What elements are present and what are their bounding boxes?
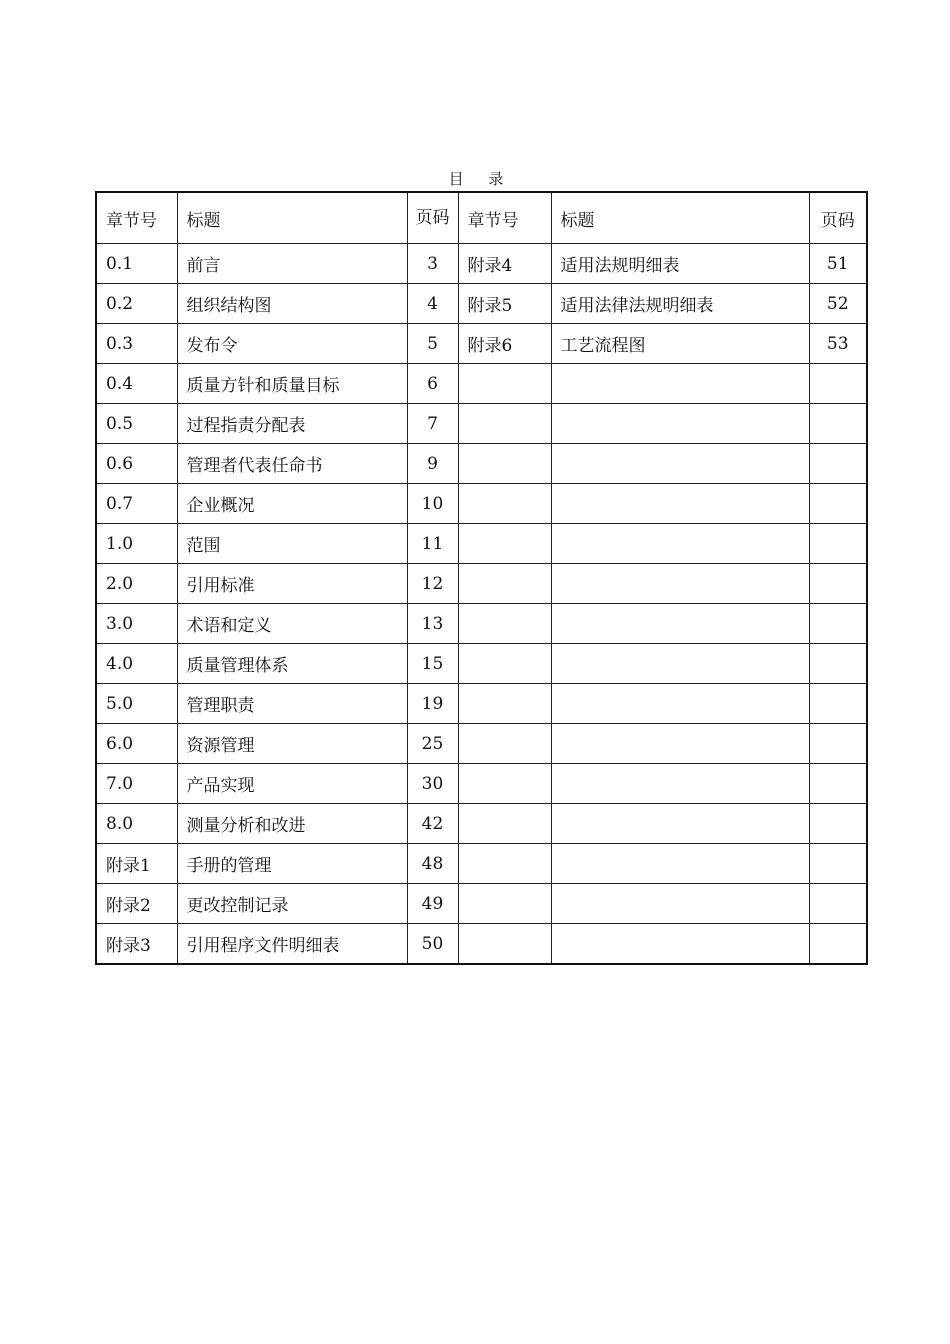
right-chapter-cell [458, 844, 551, 884]
left-title-cell: 质量管理体系 [177, 644, 407, 684]
left-chapter-cell: 附录2 [96, 884, 177, 924]
left-chapter-cell: 0.7 [96, 484, 177, 524]
right-page-cell [809, 804, 867, 844]
toc-header-row [96, 192, 867, 244]
table-row [96, 444, 867, 484]
right-chapter-cell [458, 484, 551, 524]
left-chapter-cell: 5.0 [96, 684, 177, 724]
right-title-cell [551, 604, 809, 644]
right-page-cell [809, 604, 867, 644]
header-heading-right: 标题 [551, 192, 809, 244]
table-row [96, 764, 867, 804]
left-page-cell: 19 [407, 684, 458, 724]
right-title-cell [551, 884, 809, 924]
table-row [96, 924, 867, 965]
header-heading: 标题 [177, 192, 407, 244]
left-page-cell: 13 [407, 604, 458, 644]
right-title-cell [551, 524, 809, 564]
left-chapter-cell: 0.1 [96, 244, 177, 284]
right-chapter-cell: 附录5 [458, 284, 551, 324]
right-page-cell [809, 924, 867, 965]
left-chapter-cell: 1.0 [96, 524, 177, 564]
left-page-cell: 11 [407, 524, 458, 564]
table-row [96, 404, 867, 444]
right-page-cell: 52 [809, 284, 867, 324]
left-page-cell: 15 [407, 644, 458, 684]
left-title-cell: 范围 [177, 524, 407, 564]
table-row [96, 484, 867, 524]
left-title-cell: 企业概况 [177, 484, 407, 524]
toc-table [95, 191, 868, 965]
right-title-cell [551, 804, 809, 844]
left-chapter-cell: 附录1 [96, 844, 177, 884]
right-page-cell [809, 684, 867, 724]
left-title-cell: 管理职责 [177, 684, 407, 724]
left-title-cell: 测量分析和改进 [177, 804, 407, 844]
left-title-cell: 前言 [177, 244, 407, 284]
right-page-cell [809, 484, 867, 524]
table-row [96, 884, 867, 924]
left-title-cell: 引用标准 [177, 564, 407, 604]
left-title-cell: 资源管理 [177, 724, 407, 764]
right-title-cell [551, 364, 809, 404]
left-page-cell: 50 [407, 924, 458, 965]
right-title-cell [551, 724, 809, 764]
left-page-cell: 6 [407, 364, 458, 404]
header-page-right: 页码 [809, 192, 867, 244]
right-chapter-cell [458, 764, 551, 804]
left-title-cell: 更改控制记录 [177, 884, 407, 924]
right-page-cell: 51 [809, 244, 867, 284]
header-page-left: 页码 [407, 192, 458, 244]
right-chapter-cell [458, 364, 551, 404]
left-title-cell: 术语和定义 [177, 604, 407, 644]
table-row [96, 564, 867, 604]
right-title-cell [551, 484, 809, 524]
table-row [96, 684, 867, 724]
left-chapter-cell: 2.0 [96, 564, 177, 604]
toc-body [96, 244, 867, 965]
left-title-cell: 管理者代表任命书 [177, 444, 407, 484]
toc-title: 目 录 [448, 170, 514, 188]
left-page-cell: 30 [407, 764, 458, 804]
right-chapter-cell [458, 644, 551, 684]
table-row [96, 644, 867, 684]
right-title-cell [551, 564, 809, 604]
right-chapter-cell [458, 444, 551, 484]
left-page-cell: 12 [407, 564, 458, 604]
right-title-cell [551, 684, 809, 724]
table-row [96, 244, 867, 284]
table-row [96, 604, 867, 644]
right-page-cell [809, 364, 867, 404]
right-chapter-cell [458, 524, 551, 564]
left-page-cell: 4 [407, 284, 458, 324]
left-chapter-cell: 8.0 [96, 804, 177, 844]
left-page-cell: 9 [407, 444, 458, 484]
right-page-cell [809, 844, 867, 884]
right-page-cell: 53 [809, 324, 867, 364]
left-title-cell: 产品实现 [177, 764, 407, 804]
right-title-cell [551, 844, 809, 884]
left-page-cell: 48 [407, 844, 458, 884]
header-chapter: 章节号 [96, 192, 177, 244]
table-row [96, 724, 867, 764]
right-chapter-cell [458, 724, 551, 764]
left-chapter-cell: 6.0 [96, 724, 177, 764]
left-page-cell: 42 [407, 804, 458, 844]
left-title-cell: 过程指责分配表 [177, 404, 407, 444]
right-chapter-cell: 附录4 [458, 244, 551, 284]
left-page-cell: 25 [407, 724, 458, 764]
right-chapter-cell [458, 604, 551, 644]
left-chapter-cell: 7.0 [96, 764, 177, 804]
right-title-cell: 适用法律法规明细表 [551, 284, 809, 324]
left-page-cell: 3 [407, 244, 458, 284]
right-page-cell [809, 404, 867, 444]
left-title-cell: 质量方针和质量目标 [177, 364, 407, 404]
left-chapter-cell: 0.5 [96, 404, 177, 444]
right-title-cell [551, 764, 809, 804]
table-row [96, 324, 867, 364]
right-title-cell: 工艺流程图 [551, 324, 809, 364]
right-chapter-cell [458, 924, 551, 965]
left-chapter-cell: 0.6 [96, 444, 177, 484]
table-row [96, 284, 867, 324]
right-title-cell [551, 404, 809, 444]
left-title-cell: 引用程序文件明细表 [177, 924, 407, 965]
right-page-cell [809, 564, 867, 604]
right-page-cell [809, 884, 867, 924]
left-title-cell: 组织结构图 [177, 284, 407, 324]
right-chapter-cell: 附录6 [458, 324, 551, 364]
left-chapter-cell: 0.4 [96, 364, 177, 404]
right-title-cell [551, 924, 809, 965]
right-page-cell [809, 724, 867, 764]
right-chapter-cell [458, 684, 551, 724]
header-chapter-right: 章节号 [458, 192, 551, 244]
left-title-cell: 手册的管理 [177, 844, 407, 884]
right-title-cell [551, 444, 809, 484]
left-page-cell: 49 [407, 884, 458, 924]
left-chapter-cell: 0.3 [96, 324, 177, 364]
right-chapter-cell [458, 564, 551, 604]
right-page-cell [809, 444, 867, 484]
right-page-cell [809, 644, 867, 684]
table-row [96, 364, 867, 404]
left-chapter-cell: 附录3 [96, 924, 177, 965]
table-row [96, 524, 867, 564]
table-row [96, 804, 867, 844]
right-page-cell [809, 764, 867, 804]
left-chapter-cell: 3.0 [96, 604, 177, 644]
table-row [96, 844, 867, 884]
left-chapter-cell: 4.0 [96, 644, 177, 684]
left-chapter-cell: 0.2 [96, 284, 177, 324]
right-title-cell [551, 644, 809, 684]
left-page-cell: 5 [407, 324, 458, 364]
right-page-cell [809, 524, 867, 564]
right-chapter-cell [458, 404, 551, 444]
left-title-cell: 发布令 [177, 324, 407, 364]
right-title-cell: 适用法规明细表 [551, 244, 809, 284]
right-chapter-cell [458, 804, 551, 844]
left-page-cell: 7 [407, 404, 458, 444]
right-chapter-cell [458, 884, 551, 924]
left-page-cell: 10 [407, 484, 458, 524]
